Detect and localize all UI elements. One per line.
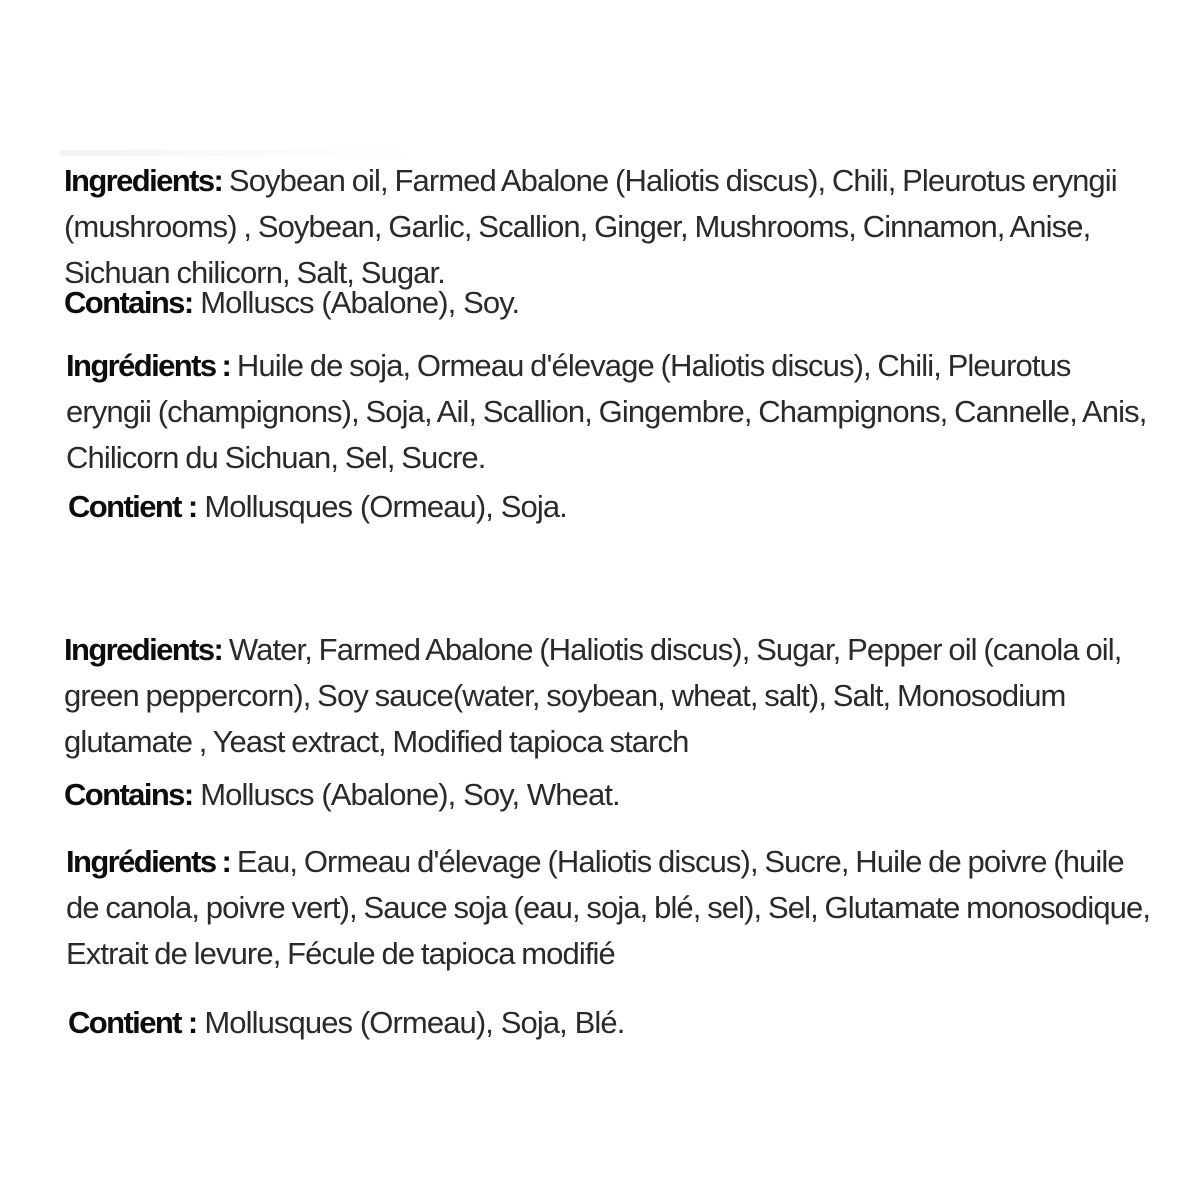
ingredients-label: Ingredients: [64, 632, 223, 667]
contains-label: Contains: [64, 285, 193, 320]
contains-label: Contient : [68, 489, 197, 524]
ingredients-paragraph-en-2 [64, 627, 1154, 765]
ingredients-paragraph-en-1 [64, 158, 1154, 296]
contains-text: Molluscs (Abalone), Soy. [192, 285, 520, 320]
label-edge-shading [60, 150, 420, 156]
contains-text: Molluscs (Abalone), Soy, Wheat. [192, 777, 620, 812]
ingredients-text: Huile de soja, Ormeau d'élevage (Haliotis discus), Chili, Pleurotus eryngii (champignons), Soja, Ail, Scallion, Gingembre, Champignons, Cannelle, Anis, Chilicorn du Sichuan, Sel, Sucre. [66, 348, 1147, 475]
ingredients-label: Ingrédients : [66, 348, 231, 383]
ingredients-text: Water, Farmed Abalone (Haliotis discus), Sugar, Pepper oil (canola oil, green peppercorn), Soy sauce(water, soybean, wheat, salt), Salt, Monosodium glutamate , Yeast extract, Modified tapioca starch [64, 632, 1122, 759]
contains-line-en-1 [64, 280, 1154, 326]
contains-text: Mollusques (Ormeau), Soja. [196, 489, 567, 524]
ingredients-text: Soybean oil, Farmed Abalone (Haliotis discus), Chili, Pleurotus eryngii (mushrooms) , Soybean, Garlic, Scallion, Ginger, Mushrooms, Cinnamon, Anise, Sichuan chilicorn, Salt, Sugar. [64, 163, 1117, 290]
ingredients-paragraph-fr-2 [66, 839, 1156, 977]
ingredients-label: Ingredients: [64, 163, 223, 198]
contains-label: Contains: [64, 777, 193, 812]
ingredients-label: Ingrédients : [66, 844, 231, 879]
ingredients-text: Eau, Ormeau d'élevage (Haliotis discus), Sucre, Huile de poivre (huile de canola, poivre vert), Sauce soja (eau, soja, blé, sel), Sel, Glutamate monosodique, Extrait de levure, Fécule de tapioca modifié [66, 844, 1151, 971]
contains-text: Mollusques (Ormeau), Soja, Blé. [196, 1005, 625, 1040]
contains-line-en-2 [64, 772, 1154, 818]
ingredients-paragraph-fr-1 [66, 343, 1156, 481]
contains-label: Contient : [68, 1005, 197, 1040]
contains-line-fr-1 [68, 484, 1158, 530]
contains-line-fr-2 [68, 1000, 1158, 1046]
